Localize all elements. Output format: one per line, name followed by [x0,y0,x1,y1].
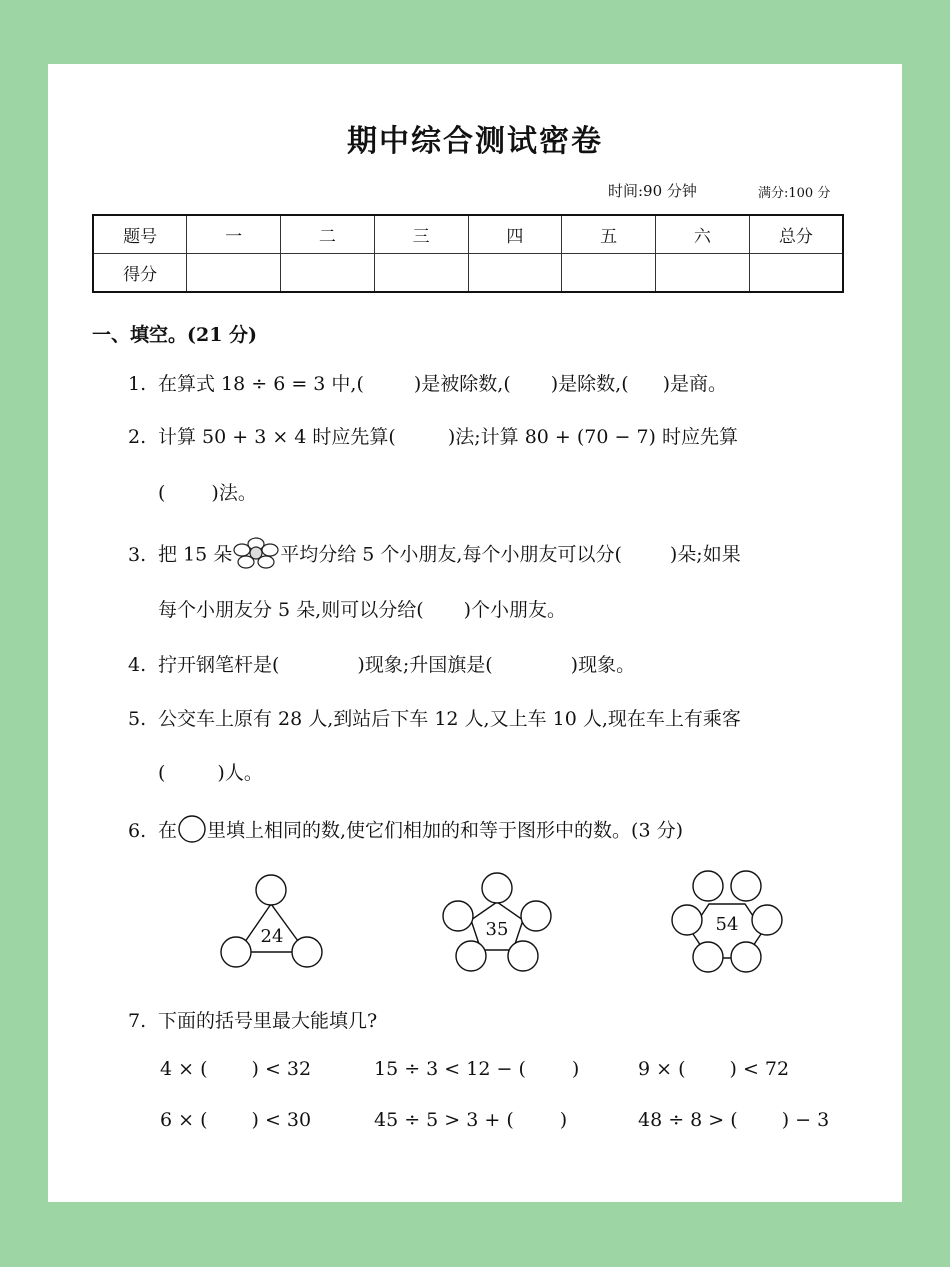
question-2-cont: ( )法。 [158,482,257,504]
answer-circle[interactable] [693,871,723,901]
table-cell: 四 [468,215,562,254]
question-number: 4. [128,654,147,676]
table-cell: 总分 [749,215,843,254]
table-cell: 二 [281,215,375,254]
question-5: 5. 公交车上原有 28 人,到站后下车 12 人,又上车 10 人,现在车上有乘客 [128,708,741,730]
question-1: 1. 在算式 18 ÷ 6 = 3 中,( )是被除数,( )是除数,( )是商。 [128,373,728,395]
score-cell[interactable] [562,254,656,293]
table-cell: 五 [562,215,656,254]
answer-circle[interactable] [456,941,486,971]
answer-circle[interactable] [508,941,538,971]
pentagon-number: 35 [485,919,509,940]
score-cell[interactable] [281,254,375,293]
table-cell: 三 [374,215,468,254]
expression: 9 × ( ) < 72 [638,1058,790,1080]
answer-circle[interactable] [221,937,251,967]
answer-circle[interactable] [292,937,322,967]
expression: 45 ÷ 5 > 3 + ( ) [374,1109,568,1131]
answer-circle[interactable] [731,942,761,972]
answer-circle[interactable] [731,871,761,901]
section-heading: 一、填空。(21 分) [92,324,258,346]
answer-circle[interactable] [443,901,473,931]
table-score-row [93,254,843,293]
answer-circle[interactable] [256,875,286,905]
score-cell[interactable] [749,254,843,293]
question-3: 3. 把 15 朵 平均分给 5 个小朋友,每个小朋友可以分( )朵;如果 [128,536,741,575]
question-7: 7. 下面的括号里最大能填几? [128,1010,378,1032]
table-header-row [93,215,843,254]
table-cell: 一 [187,215,281,254]
expression: 48 ÷ 8 > ( ) − 3 [638,1109,830,1131]
table-cell: 题号 [93,215,187,254]
question-number: 3. [128,543,147,566]
question-number: 1. [128,373,147,395]
answer-circle[interactable] [482,873,512,903]
score-cell[interactable] [468,254,562,293]
question-5-cont: ( )人。 [158,762,263,784]
question-4: 4. 拧开钢笔杆是( )现象;升国旗是( )现象。 [128,654,636,676]
shape-diagrams [48,864,902,984]
triangle-figure [221,875,322,967]
answer-circle[interactable] [521,901,551,931]
circle-icon [177,814,207,849]
score-cell[interactable] [374,254,468,293]
answer-circle[interactable] [693,942,723,972]
question-number: 2. [128,426,147,448]
question-number: 6. [128,819,147,842]
full-score: 满分:100 分 [758,186,831,201]
question-6: 6. 在 里填上相同的数,使它们相加的和等于图形中的数。(3 分) [128,814,683,849]
exam-paper [48,64,902,1202]
table-cell: 得分 [93,254,187,293]
expression: 6 × ( ) < 30 [160,1109,312,1131]
question-2: 2. 计算 50 + 3 × 4 时应先算( )法;计算 80 + (70 − 7) 时应先算 [128,426,739,448]
expression: 15 ÷ 3 < 12 − ( ) [374,1058,580,1080]
hexagon-number: 54 [715,914,739,935]
score-cell[interactable] [656,254,750,293]
answer-circle[interactable] [752,905,782,935]
question-3-cont: 每个小朋友分 5 朵,则可以分给( )个小朋友。 [158,599,567,621]
score-cell[interactable] [187,254,281,293]
flower-icon [232,536,280,575]
page-title: 期中综合测试密卷 [347,124,603,159]
table-cell: 六 [656,215,750,254]
answer-circle[interactable] [672,905,702,935]
question-number: 5. [128,708,147,730]
triangle-number: 24 [260,926,284,947]
time-limit: 时间:90 分钟 [608,182,697,200]
expression: 4 × ( ) < 32 [160,1058,312,1080]
question-number: 7. [128,1010,147,1032]
score-table [92,214,844,293]
